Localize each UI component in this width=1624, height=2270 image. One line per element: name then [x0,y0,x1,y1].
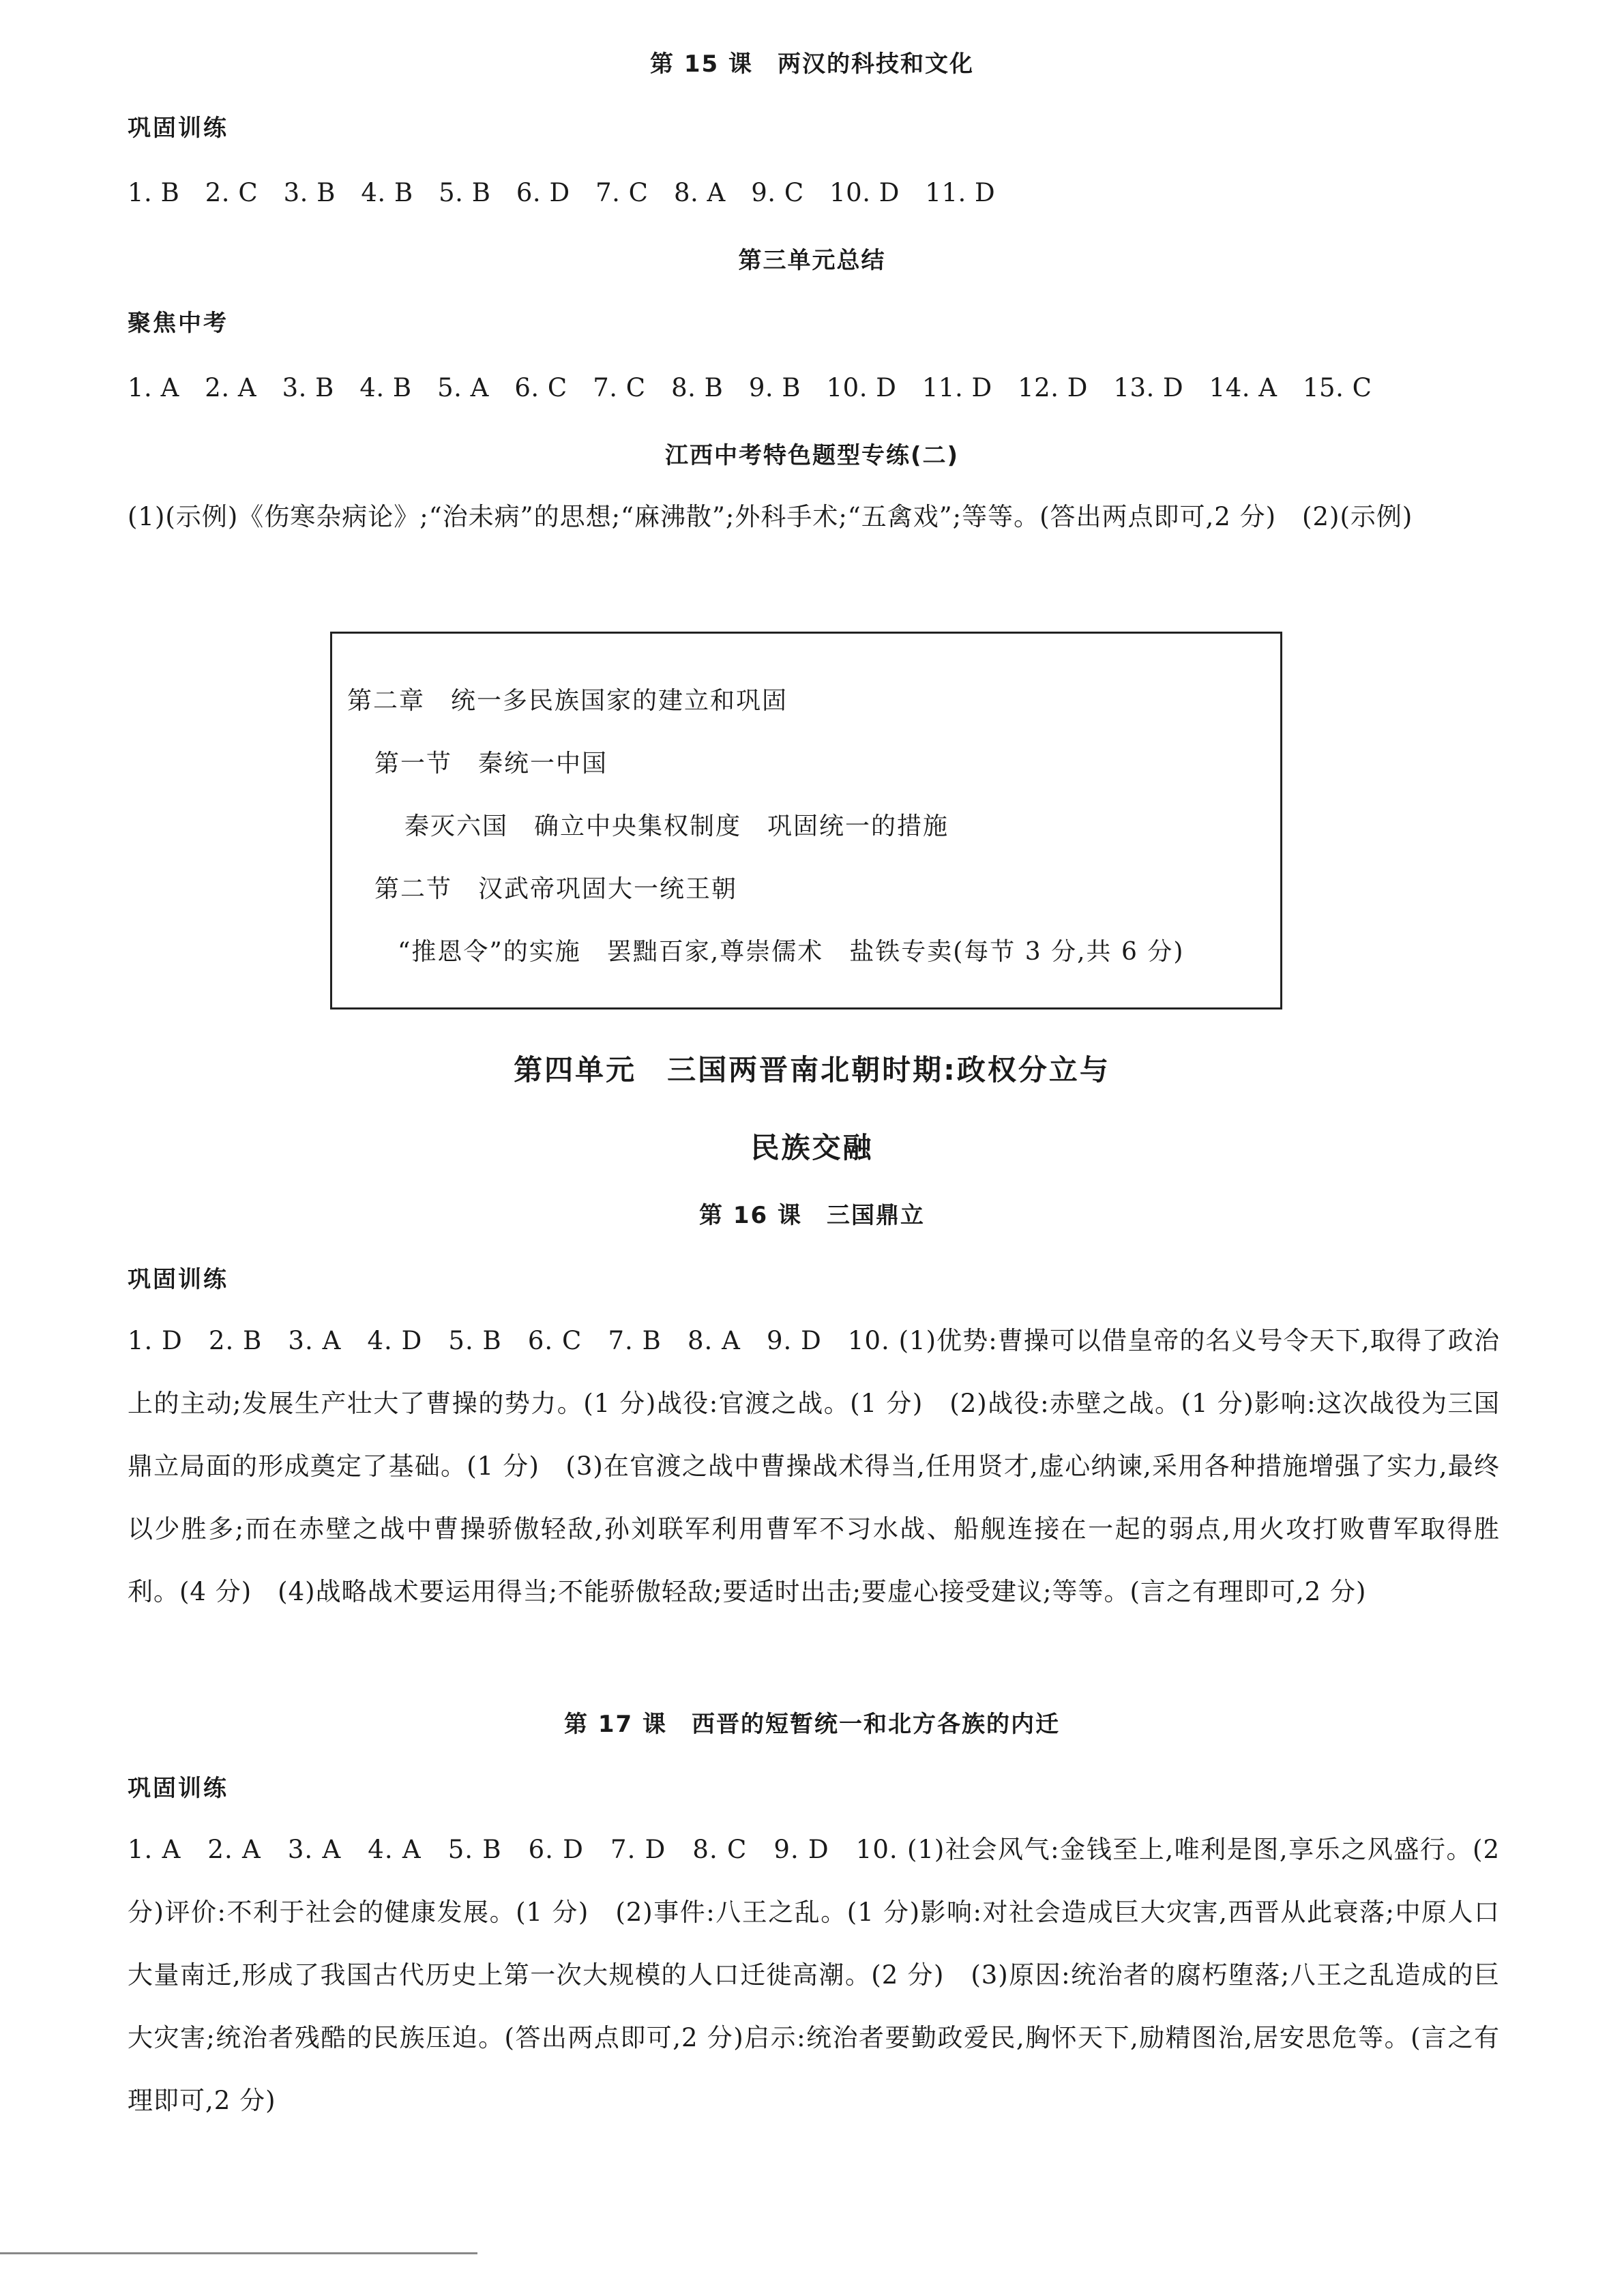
unit3-summary-title: 第三单元总结 [738,247,886,274]
lesson16-title: 第 16 课 三国鼎立 [699,1202,925,1229]
bottom-divider [0,2252,477,2254]
lesson15-answers: 1. B 2. C 3. B 4. B 5. B 6. D 7. C 8. A 9. C 10. D 11. D [128,178,996,207]
lesson17-title: 第 17 课 西晋的短暂统一和北方各族的内迁 [564,1711,1060,1738]
outline-section2-items: “推恩令”的实施 罢黜百家,尊崇儒术 盐铁专卖(每节 3 分,共 6 分) [398,938,1185,966]
outline-answer-box [330,632,1282,1009]
lesson15-title: 第 15 课 两汉的科技和文化 [650,50,974,78]
outline-section2-line: 第二节 汉武帝巩固大一统王朝 [374,875,738,903]
lesson17-answer-text: 1. A 2. A 3. A 4. A 5. B 6. D 7. D 8. C 9. D 10. (1)社会风气:金钱至上,唯利是图,享乐之风盛行。(2 分)评价:不利于社会的健康发展。(1 分) (2)事件:八王之乱。(1 分)影响:对社会造成巨大灾害,西晋从此衰落;中原人口大量南迁,形成了我国古代历史上第一次大规模的人口迁徙高潮。(2 分) (3)原因:统治者的腐朽堕落;八王之乱造成的巨大灾害;统治者残酷的民族压迫。(答出两点即可,2 分)启示:统治者要勤政爱民,胸怀天下,励精图治,居安思危等。(言之有理即可,2 分) [128,1835,1500,2115]
unit4-title-line1: 第四单元 三国两晋南北朝时期:政权分立与 [514,1053,1110,1087]
lesson15-section-heading: 巩固训练 [128,115,228,142]
lesson16-section-heading: 巩固训练 [128,1266,228,1293]
outline-section1-line: 第一节 秦统一中国 [374,750,608,778]
outline-chapter-line: 第二章 统一多民族国家的建立和巩固 [347,687,788,715]
unit4-title-line2: 民族交融 [750,1131,874,1164]
lesson16-answer-text: 1. D 2. B 3. A 4. D 5. B 6. C 7. B 8. A 9. D 10. (1)优势:曹操可以借皇帝的名义号令天下,取得了政治上的主动;发展生产壮大了曹操的势力。(1 分)战役:官渡之战。(1 分) (2)战役:赤壁之战。(1 分)影响:这次战役为三国鼎立局面的形成奠定了基础。(1 分) (3)在官渡之战中曹操战术得当,任用贤才,虚心纳谏,采用各种措施增强了实力,最终以少胜多;而在赤壁之战中曹操骄傲轻敌,孙刘联军利用曹军不习水战、船舰连接在一起的弱点,用火攻打败曹军取得胜利。(4 分) (4)战略战术要运用得当;不能骄傲轻敌;要适时出击;要虚心接受建议;等等。(言之有理即可,2 分) [128,1326,1500,1606]
unit3-answers: 1. A 2. A 3. B 4. B 5. A 6. C 7. C 8. B 9. B 10. D 11. D 12. D 13. D 14. A 15. C [128,373,1372,402]
jiangxi-practice-title: 江西中考特色题型专练(二) [664,442,960,469]
outline-section1-items: 秦灭六国 确立中央集权制度 巩固统一的措施 [404,812,949,840]
unit3-section-heading: 聚焦中考 [128,310,228,337]
lesson17-section-heading: 巩固训练 [128,1775,228,1802]
jiangxi-answer-text: (1)(示例)《伤寒杂病论》;“治未病”的思想;“麻沸散”;外科手术;“五禽戏”;等等。(答出两点即可,2 分) (2)(示例) [128,502,1413,531]
